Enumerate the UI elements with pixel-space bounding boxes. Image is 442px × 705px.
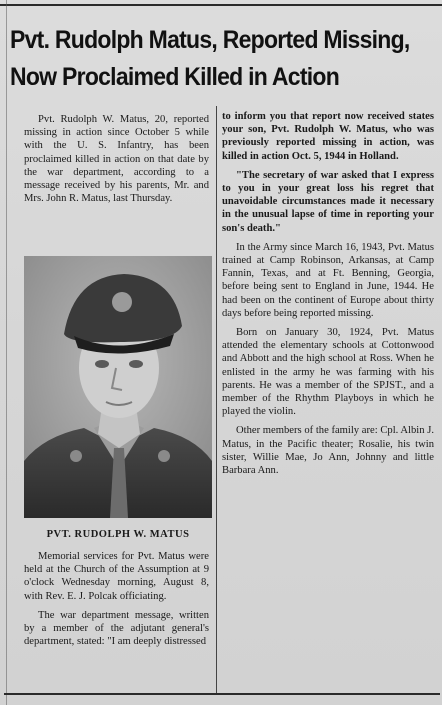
right-column — [222, 110, 434, 483]
message-continuation-paragraph: to inform you that report now received states your son, Pvt. Rudolph W. Matus, who was previously reported missing in action, was killed in action Oct. 5, 1944 in Holland. — [222, 111, 434, 162]
article-lead-paragraph: Pvt. Rudolph W. Matus, 20, reported missing in action since October 5 while with the U. S. Infantry, has been proclaimed killed in action on that date by the war department, according to a message received by his parents, Mr. and Mrs. John R. Matus, last Thursday. — [24, 114, 209, 205]
portrait-photo — [24, 256, 212, 518]
headline-line-1: Pvt. Rudolph Matus, Reported Missing, — [10, 26, 410, 54]
top-rule — [0, 4, 442, 6]
secretary-quote-paragraph: "The secretary of war asked that I express to you in your great loss his regret that unavoidable circumstances made it necessary in the unusual lapse of time in reporting your son's death." — [222, 169, 434, 234]
memorial-paragraph: Memorial services for Pvt. Matus were held at the Church of the Assumption at 9 o'clock Wednesday morning, August 8, with Rev. E. J. Polcak officiating. — [24, 551, 209, 602]
bottom-rule — [4, 693, 440, 695]
soldier-portrait-image — [24, 256, 212, 518]
photo-caption: PVT. RUDOLPH W. MATUS — [46, 529, 190, 540]
column-divider — [216, 106, 217, 694]
biography-paragraph: Born on January 30, 1924, Pvt. Matus attended the elementary schools at Cottonwood and Abbott and the high school at Ross. When he enlisted in the army he was farming with his parents. He was a member of the SPJST., and a member of the Rhythm Playboys in which he played the violin. — [222, 327, 434, 418]
left-column — [24, 113, 209, 211]
headline-line-2: Now Proclaimed Killed in Action — [10, 63, 340, 91]
left-column-bottom — [24, 550, 209, 654]
family-paragraph: Other members of the family are: Cpl. Albin J. Matus, in the Pacific theater; Rosalie, his twin sister, Willie Mae, Jo Ann, Johnny and little Barbara Ann. — [222, 425, 434, 477]
left-margin-line — [6, 0, 7, 705]
headline — [10, 22, 410, 96]
war-department-paragraph: The war department message, written by a member of the adjutant general's department, stated: "I am deeply distressed — [24, 609, 209, 648]
army-service-paragraph: In the Army since March 16, 1943, Pvt. Matus trained at Camp Robinson, Arkansas, at Camp Fannin, Texas, and at Ft. Benning, Georgia, before being sent to England in June, 1944. He had been on the continent of Europe about thirty days before being reported missing. — [222, 241, 434, 319]
